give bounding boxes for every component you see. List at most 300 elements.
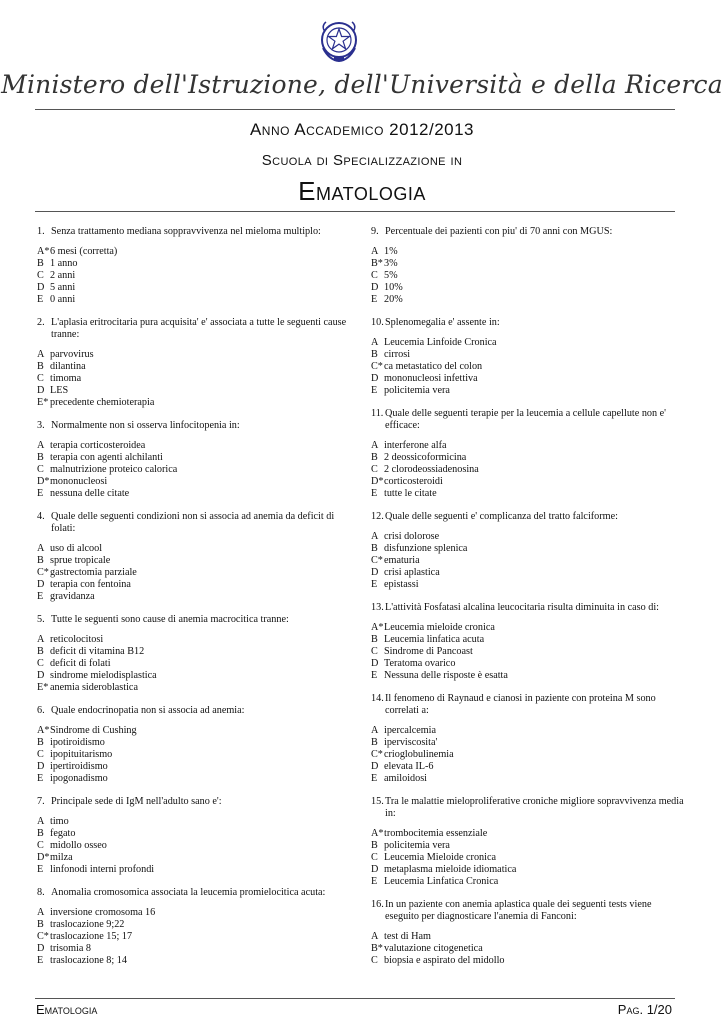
question-text: Quale endocrinopatia non si associa ad anemia: bbox=[51, 705, 245, 716]
title-divider bbox=[35, 211, 675, 212]
answer-option bbox=[371, 294, 687, 306]
answer-text: ipopituitarismo bbox=[50, 749, 113, 760]
answer-option bbox=[371, 955, 687, 967]
question-item bbox=[371, 317, 687, 397]
answer-text: terapia con agenti alchilanti bbox=[50, 452, 163, 463]
right-question-column bbox=[371, 226, 687, 978]
answer-key: E bbox=[371, 385, 378, 396]
footer-page-number: Pag. 1/20 bbox=[617, 1002, 672, 1017]
answer-option bbox=[37, 385, 357, 397]
question-number: 8. bbox=[37, 887, 45, 898]
answer-key: C* bbox=[371, 749, 383, 760]
question-text-row bbox=[37, 511, 357, 535]
answer-option bbox=[371, 555, 687, 567]
question-text: Normalmente non si osserva linfocitopenia in: bbox=[51, 420, 240, 431]
question-text: Quale delle seguenti terapie per la leucemia a cellule capellute non e' efficace: bbox=[385, 408, 667, 431]
answer-key: E bbox=[37, 864, 44, 875]
question-item bbox=[371, 511, 687, 591]
answer-key: C bbox=[37, 270, 44, 281]
answer-option bbox=[37, 294, 357, 306]
answer-key: E bbox=[37, 488, 44, 499]
answer-key: B bbox=[37, 452, 44, 463]
answer-text: mononucleosi infettiva bbox=[384, 373, 478, 384]
answer-option bbox=[371, 852, 687, 864]
answer-key: B bbox=[371, 840, 378, 851]
question-text: Quale delle seguenti e' complicanza del tratto falciforme: bbox=[385, 511, 618, 522]
question-item bbox=[37, 614, 357, 694]
answer-option bbox=[371, 737, 687, 749]
answer-key: B bbox=[37, 361, 44, 372]
answer-option bbox=[371, 246, 687, 258]
answer-key: B bbox=[37, 919, 44, 930]
answer-option bbox=[37, 464, 357, 476]
question-number: 12. bbox=[371, 511, 384, 522]
question-item bbox=[37, 705, 357, 785]
answer-key: A* bbox=[37, 246, 50, 257]
question-number: 14. bbox=[371, 693, 384, 704]
answer-option bbox=[37, 840, 357, 852]
question-item bbox=[37, 226, 357, 306]
answer-option bbox=[37, 555, 357, 567]
answer-text: epistassi bbox=[384, 579, 419, 590]
answer-option bbox=[371, 452, 687, 464]
answer-key: D* bbox=[37, 476, 50, 487]
answer-text: 5 anni bbox=[50, 282, 76, 293]
answer-text: reticolocitosi bbox=[50, 634, 104, 645]
question-number: 13. bbox=[371, 602, 384, 613]
answer-text: disfunzione splenica bbox=[384, 543, 468, 554]
answer-text: nessuna delle citate bbox=[50, 488, 130, 499]
answer-option bbox=[371, 543, 687, 555]
answer-option bbox=[371, 440, 687, 452]
answer-key: C* bbox=[37, 931, 49, 942]
answer-option bbox=[37, 955, 357, 967]
italian-republic-emblem-icon bbox=[317, 18, 361, 64]
answer-text: timoma bbox=[50, 373, 82, 384]
answer-key: D bbox=[371, 658, 379, 669]
answer-text: gastrectomia parziale bbox=[50, 567, 137, 578]
answer-key: D* bbox=[371, 476, 384, 487]
answer-text: malnutrizione proteico calorica bbox=[50, 464, 178, 475]
answer-text: linfonodi interni profondi bbox=[50, 864, 155, 875]
answer-text: gravidanza bbox=[50, 591, 95, 602]
question-text-row bbox=[371, 408, 687, 432]
answer-text: uso di alcool bbox=[50, 543, 103, 554]
question-number: 1. bbox=[37, 226, 45, 237]
answer-option bbox=[37, 634, 357, 646]
answer-text: Leucemia linfatica acuta bbox=[384, 634, 485, 645]
answer-text: traslocazione 9;22 bbox=[50, 919, 125, 930]
answer-option bbox=[37, 943, 357, 955]
answer-key: E bbox=[37, 591, 44, 602]
answer-option bbox=[37, 488, 357, 500]
answer-option bbox=[37, 816, 357, 828]
answer-key: A* bbox=[371, 622, 384, 633]
answer-option bbox=[37, 397, 357, 409]
answer-option bbox=[371, 622, 687, 634]
question-text: Quale delle seguenti condizioni non si associa ad anemia da deficit di folati: bbox=[51, 511, 335, 534]
answer-key: D bbox=[371, 282, 379, 293]
answer-option bbox=[37, 670, 357, 682]
question-text-row bbox=[371, 899, 687, 923]
answer-option bbox=[371, 337, 687, 349]
answer-text: crisi dolorose bbox=[384, 531, 440, 542]
answer-text: test di Ham bbox=[384, 931, 431, 942]
question-text: Il fenomeno di Raynaud e cianosi in paziente con proteina M sono correlati a: bbox=[385, 693, 656, 716]
answer-text: interferone alfa bbox=[384, 440, 447, 451]
answer-key: E bbox=[371, 294, 378, 305]
answer-key: C bbox=[37, 840, 44, 851]
question-number: 2. bbox=[37, 317, 45, 328]
answer-option bbox=[371, 567, 687, 579]
answer-key: C bbox=[37, 373, 44, 384]
answer-text: sprue tropicale bbox=[50, 555, 111, 566]
question-text: In un paziente con anemia aplastica quale dei seguenti tests viene eseguito per diagnosticare l'anemia di Fanconi: bbox=[385, 899, 652, 922]
ministry-title: Ministero dell'Istruzione, dell'Università e della Ricerca bbox=[1, 70, 723, 99]
answer-key: A bbox=[371, 725, 379, 736]
answer-key: B* bbox=[371, 943, 383, 954]
answer-option bbox=[371, 658, 687, 670]
answer-key: B bbox=[371, 543, 378, 554]
question-text-row bbox=[37, 614, 357, 626]
question-text-row bbox=[37, 317, 357, 341]
answer-option bbox=[37, 440, 357, 452]
answer-key: A bbox=[37, 816, 45, 827]
answer-text: ca metastatico del colon bbox=[384, 361, 483, 372]
answer-option bbox=[37, 246, 357, 258]
answer-key: E bbox=[37, 773, 44, 784]
answer-text: crisi aplastica bbox=[384, 567, 440, 578]
answer-text: midollo osseo bbox=[50, 840, 107, 851]
question-text-row bbox=[37, 705, 357, 717]
answer-key: B bbox=[371, 452, 378, 463]
question-text-row bbox=[371, 226, 687, 238]
answer-text: timo bbox=[50, 816, 69, 827]
answer-text: ipotiroidismo bbox=[50, 737, 105, 748]
answer-text: milza bbox=[50, 852, 73, 863]
question-text-row bbox=[37, 796, 357, 808]
answer-key: C* bbox=[371, 361, 383, 372]
answer-option bbox=[37, 349, 357, 361]
answer-text: parvovirus bbox=[50, 349, 94, 360]
answer-text: traslocazione 8; 14 bbox=[50, 955, 127, 966]
answer-text: Leucemia Linfatica Cronica bbox=[384, 876, 499, 887]
question-item bbox=[37, 317, 357, 409]
answer-text: 0 anni bbox=[50, 294, 76, 305]
answer-key: D bbox=[37, 385, 45, 396]
answer-key: C bbox=[371, 646, 378, 657]
answer-option bbox=[37, 258, 357, 270]
answer-text: Leucemia Linfoide Cronica bbox=[384, 337, 497, 348]
header-divider bbox=[35, 109, 675, 110]
answer-key: C bbox=[371, 852, 378, 863]
answer-text: ipercalcemia bbox=[384, 725, 437, 736]
answer-key: A bbox=[37, 634, 45, 645]
answer-key: C* bbox=[371, 555, 383, 566]
answer-text: metaplasma mieloide idiomatica bbox=[384, 864, 517, 875]
answer-text: 20% bbox=[384, 294, 403, 305]
answer-text: 1% bbox=[384, 246, 398, 257]
answer-text: 10% bbox=[384, 282, 403, 293]
answer-key: C bbox=[37, 749, 44, 760]
academic-year: Anno Accademico 2012/2013 bbox=[249, 120, 475, 139]
answer-option bbox=[371, 646, 687, 658]
answer-option bbox=[37, 725, 357, 737]
answer-key: E* bbox=[37, 397, 49, 408]
question-text: Tutte le seguenti sono cause di anemia macrocitica tranne: bbox=[51, 614, 289, 625]
answer-key: D bbox=[371, 761, 379, 772]
question-item bbox=[37, 796, 357, 876]
answer-key: E bbox=[371, 876, 378, 887]
answer-key: A bbox=[371, 246, 379, 257]
answer-option bbox=[37, 919, 357, 931]
answer-text: Sindrome di Cushing bbox=[50, 725, 137, 736]
question-item bbox=[37, 511, 357, 603]
question-text: Tra le malattie mieloproliferative croniche migliore sopravvivenza media in: bbox=[385, 796, 684, 819]
question-item bbox=[371, 796, 687, 888]
answer-key: B bbox=[37, 737, 44, 748]
answer-key: D bbox=[37, 670, 45, 681]
answer-text: LES bbox=[50, 385, 69, 396]
answer-option bbox=[37, 270, 357, 282]
answer-option bbox=[371, 864, 687, 876]
answer-text: ipertiroidismo bbox=[50, 761, 108, 772]
question-text: Senza trattamento mediana soppravvivenza nel mieloma multiplo: bbox=[51, 226, 321, 237]
answer-key: D* bbox=[37, 852, 50, 863]
answer-option bbox=[371, 373, 687, 385]
answer-option bbox=[37, 646, 357, 658]
answer-option bbox=[37, 828, 357, 840]
question-number: 11. bbox=[371, 408, 384, 419]
question-text: L'aplasia eritrocitaria pura acquisita' e' associata a tutte le seguenti cause tranne: bbox=[51, 317, 347, 340]
answer-key: C* bbox=[37, 567, 49, 578]
answer-text: cirrosi bbox=[384, 349, 411, 360]
answer-key: C bbox=[37, 658, 44, 669]
answer-option bbox=[37, 773, 357, 785]
question-number: 4. bbox=[37, 511, 45, 522]
answer-text: mononucleosi bbox=[50, 476, 108, 487]
question-text: Splenomegalia e' assente in: bbox=[385, 317, 500, 328]
subject-title: Ematologia bbox=[298, 176, 426, 206]
answer-option bbox=[37, 476, 357, 488]
answer-option bbox=[37, 931, 357, 943]
answer-option bbox=[371, 464, 687, 476]
answer-option bbox=[371, 670, 687, 682]
answer-key: B* bbox=[371, 258, 383, 269]
answer-option bbox=[37, 761, 357, 773]
question-text-row bbox=[371, 693, 687, 717]
answer-key: D bbox=[371, 864, 379, 875]
question-text-row bbox=[371, 796, 687, 820]
answer-option bbox=[371, 840, 687, 852]
answer-text: dilantina bbox=[50, 361, 86, 372]
answer-option bbox=[371, 725, 687, 737]
question-number: 16. bbox=[371, 899, 384, 910]
answer-key: E bbox=[37, 294, 44, 305]
answer-key: E bbox=[371, 579, 378, 590]
answer-key: E bbox=[37, 955, 44, 966]
answer-option bbox=[371, 876, 687, 888]
answer-option bbox=[371, 579, 687, 591]
answer-text: policitemia vera bbox=[384, 385, 450, 396]
answer-key: A bbox=[371, 931, 379, 942]
answer-text: tutte le citate bbox=[384, 488, 437, 499]
question-text: Percentuale dei pazienti con piu' di 70 anni con MGUS: bbox=[385, 226, 613, 237]
answer-option bbox=[371, 488, 687, 500]
answer-key: D bbox=[371, 567, 379, 578]
answer-option bbox=[371, 282, 687, 294]
answer-text: precedente chemioterapia bbox=[50, 397, 155, 408]
answer-text: 5% bbox=[384, 270, 398, 281]
question-item bbox=[371, 408, 687, 500]
answer-option bbox=[371, 828, 687, 840]
answer-key: B bbox=[37, 555, 44, 566]
answer-text: policitemia vera bbox=[384, 840, 450, 851]
answer-key: A bbox=[37, 349, 45, 360]
answer-option bbox=[371, 361, 687, 373]
answer-text: 2 anni bbox=[50, 270, 76, 281]
answer-text: sindrome mielodisplastica bbox=[50, 670, 157, 681]
answer-key: D bbox=[37, 761, 45, 772]
question-item bbox=[371, 602, 687, 682]
answer-text: terapia con fentoina bbox=[50, 579, 131, 590]
answer-key: E bbox=[371, 488, 378, 499]
answer-option bbox=[371, 349, 687, 361]
answer-option bbox=[37, 282, 357, 294]
answer-text: crioglobulinemia bbox=[384, 749, 454, 760]
answer-key: C bbox=[37, 464, 44, 475]
answer-option bbox=[37, 543, 357, 555]
answer-text: 6 mesi (corretta) bbox=[50, 246, 118, 257]
question-item bbox=[371, 693, 687, 785]
question-text-row bbox=[371, 511, 687, 523]
answer-text: traslocazione 15; 17 bbox=[50, 931, 133, 942]
answer-option bbox=[37, 567, 357, 579]
question-number: 5. bbox=[37, 614, 45, 625]
answer-option bbox=[371, 385, 687, 397]
question-number: 7. bbox=[37, 796, 45, 807]
answer-option bbox=[371, 476, 687, 488]
answer-text: elevata IL-6 bbox=[384, 761, 434, 772]
question-text: Anomalia cromosomica associata la leucemia promielocitica acuta: bbox=[51, 887, 326, 898]
answer-text: iperviscosita' bbox=[384, 737, 438, 748]
answer-text: deficit di folati bbox=[50, 658, 111, 669]
footer-subject: Ematologia bbox=[36, 1002, 98, 1017]
answer-key: D bbox=[37, 282, 45, 293]
answer-key: E bbox=[371, 773, 378, 784]
answer-key: A* bbox=[37, 725, 50, 736]
answer-option bbox=[371, 931, 687, 943]
answer-option bbox=[37, 361, 357, 373]
answer-key: B bbox=[371, 634, 378, 645]
answer-text: Leucemia Mieloide cronica bbox=[384, 852, 497, 863]
question-number: 3. bbox=[37, 420, 45, 431]
answer-key: D bbox=[37, 579, 45, 590]
answer-text: Sindrome di Pancoast bbox=[384, 646, 473, 657]
question-text-row bbox=[37, 420, 357, 432]
footer-divider bbox=[35, 998, 675, 999]
answer-option bbox=[37, 864, 357, 876]
answer-text: trisomia 8 bbox=[50, 943, 92, 954]
answer-key: A* bbox=[371, 828, 384, 839]
question-item bbox=[37, 420, 357, 500]
answer-key: C bbox=[371, 464, 378, 475]
question-number: 10. bbox=[371, 317, 384, 328]
answer-key: C bbox=[371, 955, 378, 966]
answer-option bbox=[37, 452, 357, 464]
answer-option bbox=[371, 773, 687, 785]
answer-option bbox=[37, 749, 357, 761]
question-item bbox=[37, 887, 357, 967]
answer-option bbox=[371, 531, 687, 543]
question-text: L'attività Fosfatasi alcalina leucocitaria risulta diminuita in caso di: bbox=[385, 602, 659, 613]
answer-option bbox=[371, 749, 687, 761]
answer-option bbox=[371, 634, 687, 646]
answer-text: Leucemia mieloide cronica bbox=[384, 622, 495, 633]
answer-text: 2 clorodeossiadenosina bbox=[384, 464, 479, 475]
answer-key: B bbox=[37, 258, 44, 269]
question-text: Principale sede di IgM nell'adulto sano e': bbox=[51, 796, 222, 807]
answer-key: B bbox=[371, 349, 378, 360]
answer-key: A bbox=[371, 531, 379, 542]
answer-option bbox=[37, 591, 357, 603]
answer-key: A bbox=[371, 337, 379, 348]
answer-key: A bbox=[371, 440, 379, 451]
answer-key: A bbox=[37, 907, 45, 918]
answer-option bbox=[37, 682, 357, 694]
answer-text: corticosteroidi bbox=[384, 476, 443, 487]
answer-key: D bbox=[371, 373, 379, 384]
answer-option bbox=[37, 658, 357, 670]
answer-text: ipogonadismo bbox=[50, 773, 108, 784]
answer-text: deficit di vitamina B12 bbox=[50, 646, 145, 657]
answer-key: E* bbox=[37, 682, 49, 693]
answer-text: fegato bbox=[50, 828, 76, 839]
answer-option bbox=[37, 579, 357, 591]
question-number: 15. bbox=[371, 796, 384, 807]
answer-key: B bbox=[37, 646, 44, 657]
answer-text: ematuria bbox=[384, 555, 420, 566]
question-item bbox=[371, 226, 687, 306]
question-text-row bbox=[37, 226, 357, 238]
answer-option bbox=[37, 852, 357, 864]
answer-text: 3% bbox=[384, 258, 398, 269]
answer-option bbox=[37, 907, 357, 919]
answer-text: inversione cromosoma 16 bbox=[50, 907, 156, 918]
answer-text: amiloidosi bbox=[384, 773, 428, 784]
question-item bbox=[371, 899, 687, 967]
answer-option bbox=[371, 258, 687, 270]
answer-text: biopsia e aspirato del midollo bbox=[384, 955, 505, 966]
answer-key: D bbox=[37, 943, 45, 954]
answer-key: B bbox=[37, 828, 44, 839]
answer-text: Teratoma ovarico bbox=[384, 658, 456, 669]
answer-key: B bbox=[371, 737, 378, 748]
answer-text: trombocitemia essenziale bbox=[384, 828, 488, 839]
question-text-row bbox=[371, 602, 687, 614]
answer-text: 1 anno bbox=[50, 258, 78, 269]
school-title: Scuola di Specializzazione in bbox=[261, 152, 463, 169]
answer-text: anemia sideroblastica bbox=[50, 682, 138, 693]
answer-option bbox=[37, 737, 357, 749]
answer-option bbox=[37, 373, 357, 385]
answer-option bbox=[371, 761, 687, 773]
answer-text: 2 deossicoformicina bbox=[384, 452, 467, 463]
answer-key: E bbox=[371, 670, 378, 681]
question-number: 9. bbox=[371, 226, 379, 237]
answer-text: terapia corticosteroidea bbox=[50, 440, 146, 451]
answer-option bbox=[371, 943, 687, 955]
